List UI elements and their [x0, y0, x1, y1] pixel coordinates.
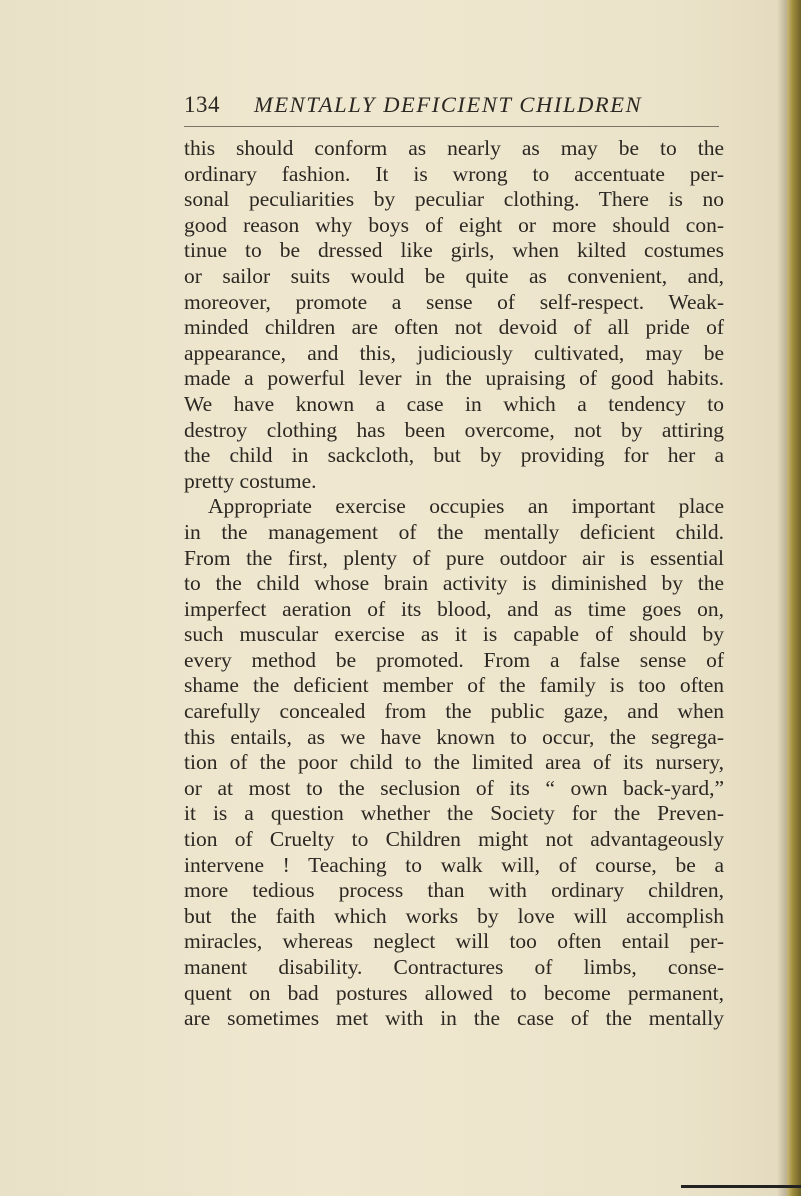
text-line: moreover, promote a sense of self-respect. Weak- — [184, 289, 724, 314]
text-line: ordinary fashion. It is wrong to accentuate per- — [184, 161, 724, 186]
text-line: such muscular exercise as it is capable of should by — [184, 622, 724, 647]
text-line: in the management of the mentally deficient child. — [184, 519, 724, 544]
header-rule — [184, 126, 719, 127]
text-line: imperfect aeration of its blood, and as time goes on, — [184, 596, 724, 621]
bottom-edge-mark — [681, 1185, 801, 1188]
text-line: From the first, plenty of pure outdoor air is essential — [184, 545, 724, 570]
text-line: sonal peculiarities by peculiar clothing. There is no — [184, 187, 724, 212]
running-head: MENTALLY DEFICIENT CHILDREN — [254, 92, 643, 117]
page-header — [184, 92, 719, 128]
text-line: tinue to be dressed like girls, when kilted costumes — [184, 238, 724, 263]
text-line: or at most to the seclusion of its “ own back-yard,” — [184, 775, 724, 800]
text-line: quent on bad postures allowed to become permanent, — [184, 980, 724, 1005]
body-text — [184, 136, 724, 1032]
text-line: tion of the poor child to the limited area of its nursery, — [184, 750, 724, 775]
text-line: this should conform as nearly as may be to the — [184, 136, 724, 160]
text-line: the child in sackcloth, but by providing for her a — [184, 443, 724, 468]
text-line: destroy clothing has been overcome, not by attiring — [184, 417, 724, 442]
text-line: carefully concealed from the public gaze, and when — [184, 699, 724, 724]
text-line: miracles, whereas neglect will too often entail per- — [184, 929, 724, 954]
text-line: it is a question whether the Society for the Preven- — [184, 801, 724, 826]
text-line: or sailor suits would be quite as convenient, and, — [184, 263, 724, 288]
paragraph-start-line: Appropriate exercise occupies an important place — [208, 494, 724, 519]
binding-edge — [787, 0, 801, 1196]
text-line: intervene ! Teaching to walk will, of course, be a — [184, 852, 724, 877]
binding-shadow — [777, 0, 787, 1196]
text-line: shame the deficient member of the family is too often — [184, 673, 724, 698]
text-line: every method be promoted. From a false sense of — [184, 647, 724, 672]
text-line: manent disability. Contractures of limbs, conse- — [184, 955, 724, 979]
text-line: tion of Cruelty to Children might not advantageously — [184, 827, 724, 852]
paragraph-end-line: pretty costume. — [184, 468, 317, 493]
text-line: this entails, as we have known to occur, the segrega- — [184, 724, 724, 749]
text-line: but the faith which works by love will accomplish — [184, 903, 724, 928]
text-line: made a powerful lever in the upraising of good habits. — [184, 366, 724, 391]
text-line: good reason why boys of eight or more should con- — [184, 212, 724, 237]
page-number: 134 — [184, 92, 220, 117]
text-line: appearance, and this, judiciously cultivated, may be — [184, 340, 724, 365]
text-line: are sometimes met with in the case of the mentally — [184, 1006, 724, 1031]
text-line: We have known a case in which a tendency to — [184, 391, 724, 416]
text-line: more tedious process than with ordinary children, — [184, 878, 724, 903]
text-line: minded children are often not devoid of all pride of — [184, 315, 724, 340]
text-line: to the child whose brain activity is diminished by the — [184, 571, 724, 596]
